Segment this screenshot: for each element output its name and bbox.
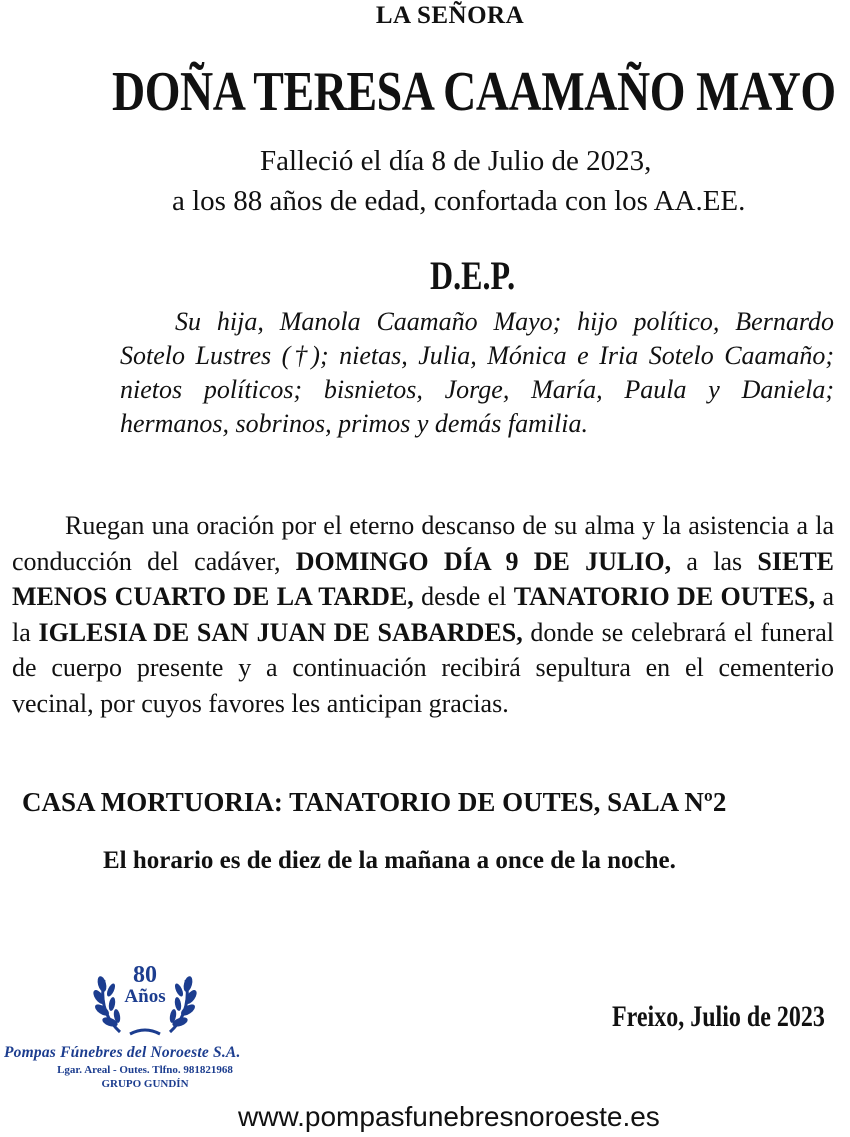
family-paragraph: Su hija, Manola Caamaño Mayo; hijo político, Bernardo Sotelo Lustres (†); nietas, Julia, Mónica e Iria Sotelo Caamaño; nietos políticos; bisnietos, Jorge, María, Paula y Daniela; hermanos, sobrinos, primos y demás familia. (120, 307, 834, 438)
logo-group: GRUPO GUNDÍN (101, 1078, 189, 1090)
ceremony-church: IGLESIA DE SAN JUAN DE SABARDES, (38, 617, 523, 647)
ceremony-paragraph (12, 508, 834, 721)
ceremony-text-part: desde el (413, 582, 514, 611)
ceremony-time: SIETE MENOS CUARTO DE LA TARDE, (12, 546, 835, 611)
ceremony-text-part: a la (12, 582, 834, 647)
company-logo (0, 952, 290, 1097)
age-line: a los 88 años de edad, confortada con los AA.EE. (172, 185, 746, 217)
ceremony-text-part: donde se celebrará el funeral de cuerpo presente y a continuación recibirá sepultura en el cementerio vecinal, por cuyos favores les anticipan gracias. (12, 617, 835, 718)
deceased-name: DOÑA TERESA CAAMAÑO MAYO (112, 61, 836, 123)
logo-years-number: 80 (133, 962, 157, 988)
dep-heading: D.E.P. (430, 253, 516, 298)
funeral-home-line: CASA MORTUORIA: TANATORIO DE OUTES, SALA Nº2 (22, 787, 727, 817)
ceremony-text-part: a las (671, 546, 758, 576)
title-prefix: LA SEÑORA (375, 2, 525, 29)
ceremony-origin: TANATORIO DE OUTES, (513, 582, 816, 611)
logo-address: Lgar. Areal - Outes. Tlfno. 981821968 (57, 1064, 233, 1076)
logo-years-word: Años (124, 986, 166, 1007)
death-date-line: Falleció el día 8 de Julio de 2023, (260, 145, 652, 177)
website-link[interactable]: www.pompasfunebresnoroeste.es (238, 1101, 660, 1132)
schedule-line: El horario es de diez de la mañana a once de la noche. (103, 847, 676, 874)
place-date: Freixo, Julio de 2023 (612, 1000, 825, 1033)
ceremony-day: DOMINGO DÍA 9 DE JULIO, (295, 546, 672, 576)
logo-company-name: Pompas Fúnebres del Noroeste S.A. (4, 1044, 241, 1061)
ceremony-text-part: Ruegan una oración por el eterno descanso de su alma y la asistencia a la conducción del cadáver, (12, 511, 834, 576)
